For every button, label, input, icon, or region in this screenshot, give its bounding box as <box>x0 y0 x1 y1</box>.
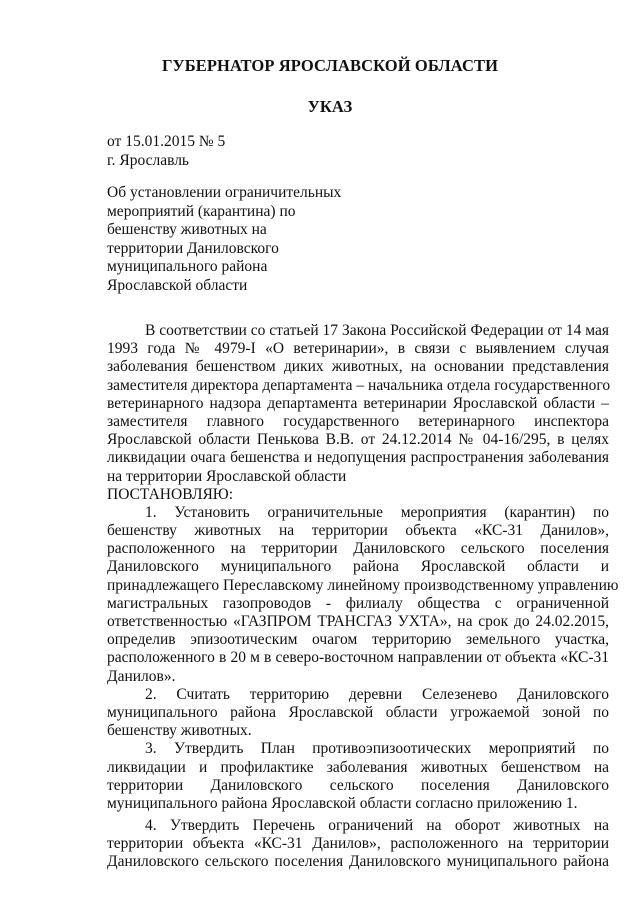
document-meta <box>107 132 225 170</box>
item-line: 2. Считать территорию деревни Селезенево Даниловского <box>145 685 609 703</box>
subject-line: Ярославской области <box>107 276 248 294</box>
subject-line: бешенству животных на <box>107 221 267 239</box>
document-subject <box>107 184 341 296</box>
subject-line: мероприятий (карантина) по <box>107 202 296 220</box>
item-line: муниципального района Ярославской области согласно приложению 1. <box>107 794 578 812</box>
subject-line: территории Даниловского <box>107 239 279 257</box>
item-line: территории объекта «КС-31 Данилов», расположенного на территории <box>107 835 609 853</box>
item-line: расположенного на территории Даниловского сельского поселения <box>107 540 609 558</box>
item-line: определив эпизоотическим очагом территорию земельного участка, <box>107 631 609 649</box>
item-line: Даниловского сельского поселения Даниловского муниципального района <box>107 853 609 871</box>
item-line: ликвидации и профилактике заболевания животных бешенством на <box>107 758 609 776</box>
preamble-line: ветеринарного надзора департамента ветеринарии Ярославской области – <box>107 394 609 412</box>
item-line: 1. Установить ограничительные мероприятия (карантин) по <box>145 503 609 521</box>
preamble-line: ликвидации очага бешенства и недопущения распространения заболевания <box>107 449 609 467</box>
preamble-line: В соответствии со статьей 17 Закона Российской Федерации от 14 мая <box>145 322 609 339</box>
preamble-line: Ярославской области Пенькова В.В. от 24.12.2014 № 04-16/295, в целях <box>107 431 609 449</box>
item-line: бешенству животных на территории объекта «КС-31 Данилов», <box>107 522 609 540</box>
item-line: 3. Утвердить План противоэпизоотических мероприятий по <box>145 740 609 758</box>
item-line: Данилов». <box>107 667 176 685</box>
item-line: ответственностью «ГАЗПРОМ ТРАНСГАЗ УХТА», на срок до 24.02.2015, <box>107 613 609 630</box>
item-4-paragraph <box>107 817 609 872</box>
city: г. Ярославль <box>107 152 189 169</box>
item-2-paragraph <box>107 686 609 741</box>
item-line: Даниловского муниципального района Ярославской области и <box>107 558 609 576</box>
item-line: принадлежащего Переславскому линейному производственному управлению <box>107 576 619 594</box>
item-line: бешенству животных. <box>107 722 252 740</box>
document-body <box>107 322 619 872</box>
item-line: расположенного в 20 м в северо-восточном направлении от объекта «КС-31 <box>107 649 609 667</box>
item-3-paragraph <box>107 740 609 813</box>
preamble-line: заболевания бешенством диких животных, на основании представления <box>107 358 609 376</box>
resolve-keyword: ПОСТАНОВЛЯЮ: <box>107 485 234 503</box>
preamble-paragraph <box>107 322 609 486</box>
document-type-heading: УКАЗ <box>307 97 353 116</box>
preamble-line: заместителя директора департамента – начальника отдела государственного <box>107 376 611 394</box>
subject-line: Об установлении ограничительных <box>107 184 342 201</box>
item-1-paragraph <box>107 503 619 686</box>
item-line: территории Даниловского сельского поселения Даниловского <box>107 776 609 794</box>
preamble-line: заместителя главного государственного ветеринарного инспектора <box>107 412 609 430</box>
preamble-line: 1993 года № 4979-I «О ветеринарии», в связи с выявлением случая <box>107 340 609 358</box>
authority-heading: ГУБЕРНАТОР ЯРОСЛАВСКОЙ ОБЛАСТИ <box>161 56 499 75</box>
date-number: от 15.01.2015 № 5 <box>107 133 226 150</box>
subject-line: муниципального района <box>107 258 268 276</box>
item-line: магистральных газопроводов - филиалу общества с ограниченной <box>107 594 609 612</box>
preamble-line: на территории Ярославской области <box>107 467 347 485</box>
item-line: 4. Утвердить Перечень ограничений на оборот животных на <box>145 817 609 835</box>
item-line: муниципального района Ярославской области угрожаемой зоной по <box>107 703 609 721</box>
